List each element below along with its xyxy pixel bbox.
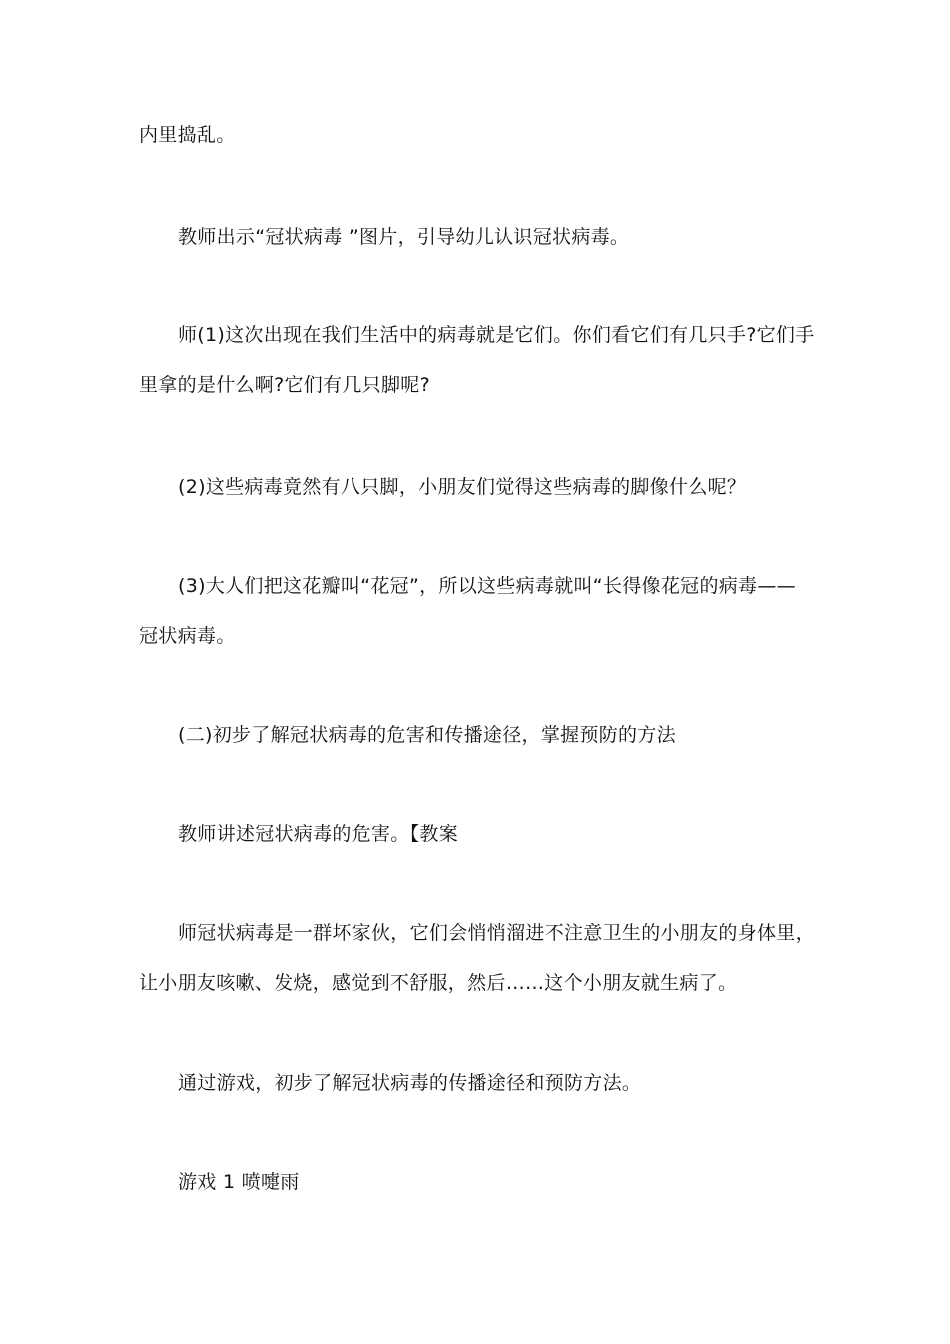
text-line: 通过游戏，初步了解冠状病毒的传播途径和预防方法。 xyxy=(178,1072,642,1094)
text-line: 师冠状病毒是一群坏家伙，它们会悄悄溜进不注意卫生的小朋友的身体里， xyxy=(178,922,815,944)
text-line: 里拿的是什么啊?它们有几只脚呢? xyxy=(139,374,430,396)
text-line: (3)大人们把这花瓣叫“花冠”，所以这些病毒就叫“长得像花冠的病毒—— xyxy=(178,575,796,597)
text-line: (2)这些病毒竟然有八只脚，小朋友们觉得这些病毒的脚像什么呢？ xyxy=(178,476,747,498)
text-line: 教师讲述冠状病毒的危害。【教案 xyxy=(178,823,459,845)
text-line: 教师出示“冠状病毒 ”图片，引导幼儿认识冠状病毒。 xyxy=(178,226,630,248)
text-line: 内里捣乱。 xyxy=(139,124,236,146)
text-line: 游戏 1 喷嚏雨 xyxy=(178,1171,300,1193)
text-line: 师(1)这次出现在我们生活中的病毒就是它们。你们看它们有几只手?它们手 xyxy=(178,324,815,346)
text-line: 让小朋友咳嗽、发烧，感觉到不舒服，然后……这个小朋友就生病了。 xyxy=(139,972,738,994)
text-line: (二)初步了解冠状病毒的危害和传播途径，掌握预防的方法 xyxy=(178,724,676,746)
text-line: 冠状病毒。 xyxy=(139,625,236,647)
